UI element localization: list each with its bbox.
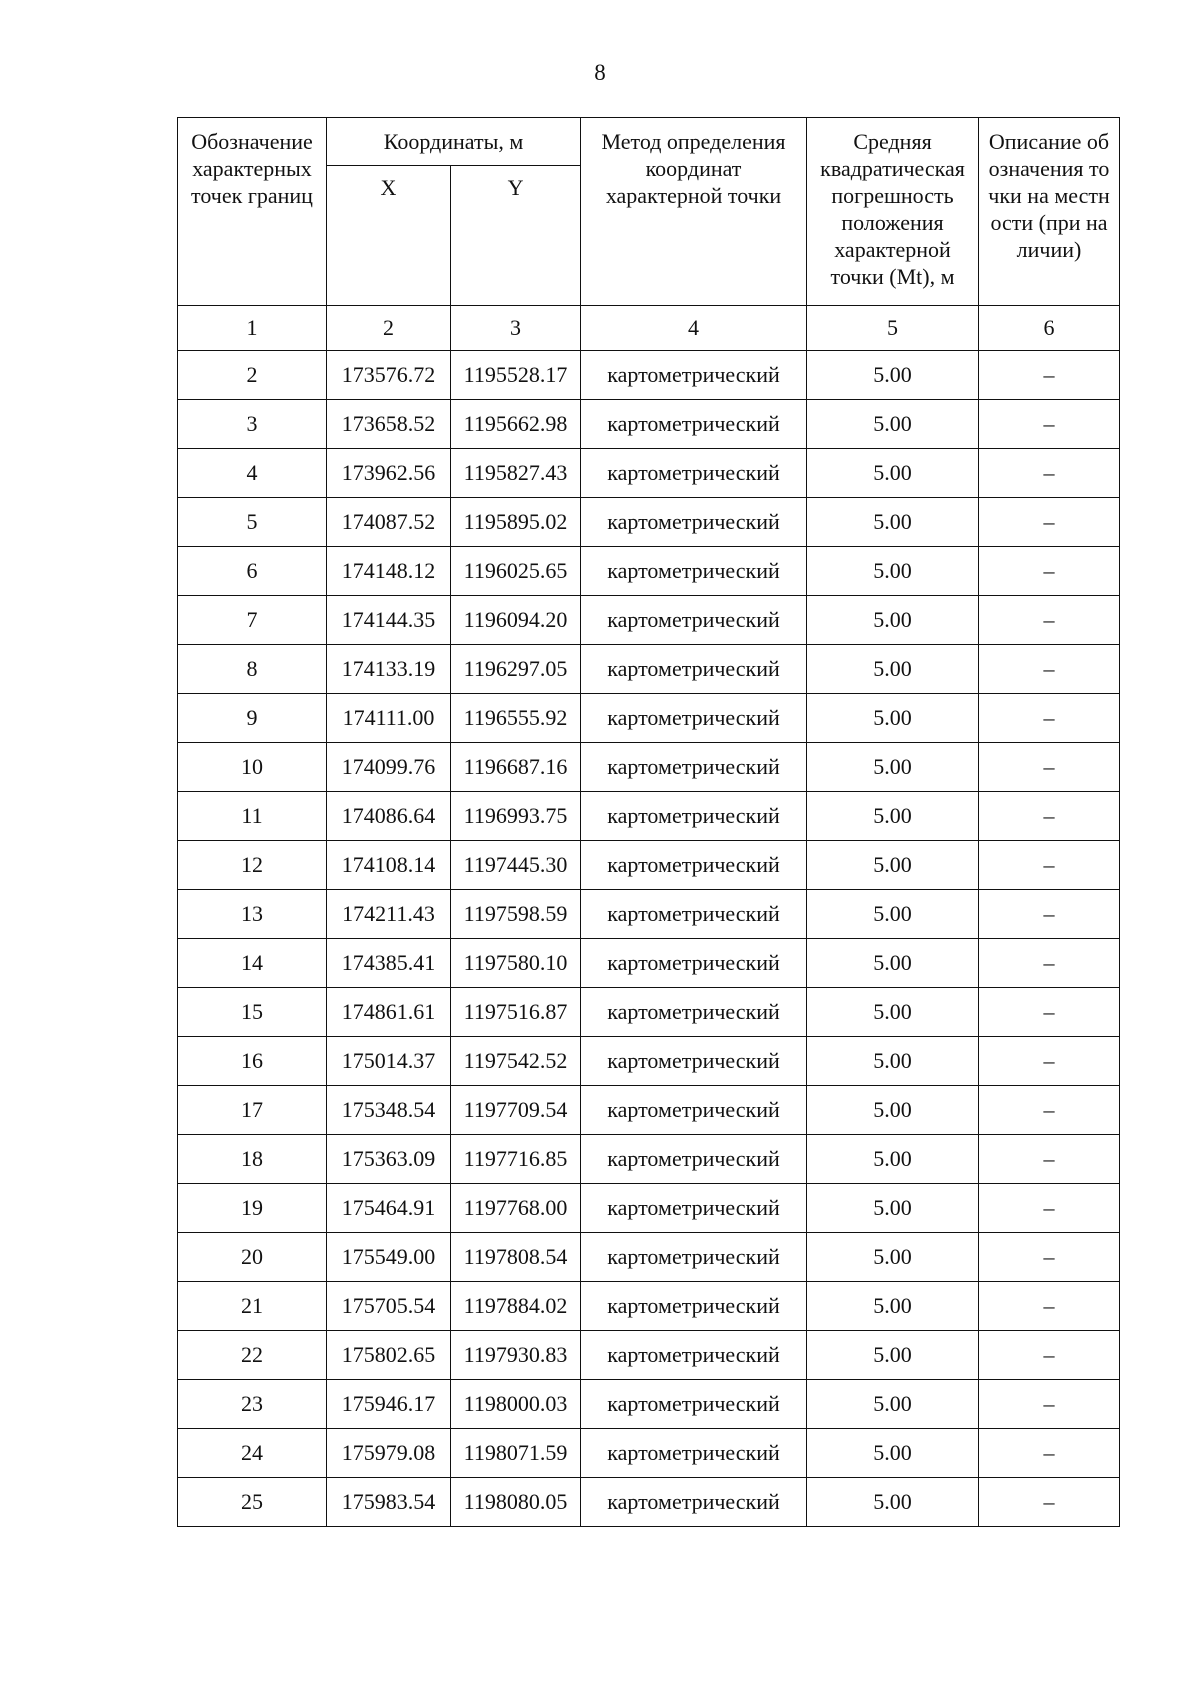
cell-error: 5.00 bbox=[807, 400, 979, 449]
cell-method: картометрический bbox=[581, 1478, 807, 1527]
cell-point: 7 bbox=[178, 596, 327, 645]
cell-point: 16 bbox=[178, 1037, 327, 1086]
cell-y: 1197716.85 bbox=[451, 1135, 581, 1184]
cell-y: 1197445.30 bbox=[451, 841, 581, 890]
cell-x: 174086.64 bbox=[327, 792, 451, 841]
cell-description: – bbox=[979, 1233, 1120, 1282]
cell-x: 174133.19 bbox=[327, 645, 451, 694]
cell-method: картометрический bbox=[581, 1184, 807, 1233]
table-row bbox=[178, 1380, 1120, 1429]
cell-method: картометрический bbox=[581, 988, 807, 1037]
cell-point: 10 bbox=[178, 743, 327, 792]
cell-x: 175979.08 bbox=[327, 1429, 451, 1478]
cell-y: 1196555.92 bbox=[451, 694, 581, 743]
boundary-points-table bbox=[177, 117, 1120, 1527]
cell-error: 5.00 bbox=[807, 1037, 979, 1086]
cell-y: 1197580.10 bbox=[451, 939, 581, 988]
cell-description: – bbox=[979, 1086, 1120, 1135]
cell-x: 175549.00 bbox=[327, 1233, 451, 1282]
cell-method: картометрический bbox=[581, 1037, 807, 1086]
cell-point: 12 bbox=[178, 841, 327, 890]
table-row bbox=[178, 1037, 1120, 1086]
table-row bbox=[178, 939, 1120, 988]
cell-y: 1197884.02 bbox=[451, 1282, 581, 1331]
cell-error: 5.00 bbox=[807, 1184, 979, 1233]
cell-x: 175705.54 bbox=[327, 1282, 451, 1331]
cell-x: 174861.61 bbox=[327, 988, 451, 1037]
table-row bbox=[178, 1282, 1120, 1331]
cell-error: 5.00 bbox=[807, 498, 979, 547]
cell-point: 3 bbox=[178, 400, 327, 449]
cell-x: 174211.43 bbox=[327, 890, 451, 939]
table-row bbox=[178, 547, 1120, 596]
cell-point: 5 bbox=[178, 498, 327, 547]
cell-method: картометрический bbox=[581, 547, 807, 596]
cell-x: 174111.00 bbox=[327, 694, 451, 743]
table-row bbox=[178, 400, 1120, 449]
column-number: 5 bbox=[807, 306, 979, 351]
cell-point: 9 bbox=[178, 694, 327, 743]
cell-point: 21 bbox=[178, 1282, 327, 1331]
cell-method: картометрический bbox=[581, 351, 807, 400]
cell-method: картометрический bbox=[581, 449, 807, 498]
cell-point: 11 bbox=[178, 792, 327, 841]
table-row bbox=[178, 743, 1120, 792]
cell-description: – bbox=[979, 645, 1120, 694]
cell-description: – bbox=[979, 547, 1120, 596]
table-row bbox=[178, 1429, 1120, 1478]
cell-y: 1197709.54 bbox=[451, 1086, 581, 1135]
cell-x: 174087.52 bbox=[327, 498, 451, 547]
cell-y: 1196025.65 bbox=[451, 547, 581, 596]
cell-method: картометрический bbox=[581, 841, 807, 890]
cell-error: 5.00 bbox=[807, 449, 979, 498]
cell-description: – bbox=[979, 694, 1120, 743]
cell-x: 175983.54 bbox=[327, 1478, 451, 1527]
cell-description: – bbox=[979, 351, 1120, 400]
cell-error: 5.00 bbox=[807, 1429, 979, 1478]
cell-x: 174099.76 bbox=[327, 743, 451, 792]
cell-description: – bbox=[979, 1331, 1120, 1380]
table-row bbox=[178, 1135, 1120, 1184]
cell-y: 1197768.00 bbox=[451, 1184, 581, 1233]
cell-error: 5.00 bbox=[807, 1331, 979, 1380]
cell-point: 19 bbox=[178, 1184, 327, 1233]
cell-error: 5.00 bbox=[807, 1233, 979, 1282]
cell-point: 14 bbox=[178, 939, 327, 988]
cell-error: 5.00 bbox=[807, 1135, 979, 1184]
cell-y: 1195662.98 bbox=[451, 400, 581, 449]
column-number-row bbox=[178, 306, 1120, 351]
page-number: 8 bbox=[594, 60, 606, 85]
cell-method: картометрический bbox=[581, 1233, 807, 1282]
cell-description: – bbox=[979, 596, 1120, 645]
table-row bbox=[178, 1478, 1120, 1527]
cell-x: 174108.14 bbox=[327, 841, 451, 890]
cell-method: картометрический bbox=[581, 890, 807, 939]
cell-description: – bbox=[979, 1478, 1120, 1527]
cell-y: 1197808.54 bbox=[451, 1233, 581, 1282]
cell-y: 1198000.03 bbox=[451, 1380, 581, 1429]
cell-x: 175363.09 bbox=[327, 1135, 451, 1184]
cell-description: – bbox=[979, 890, 1120, 939]
cell-method: картометрический bbox=[581, 1282, 807, 1331]
table-row bbox=[178, 694, 1120, 743]
header-x: X bbox=[327, 166, 451, 306]
cell-error: 5.00 bbox=[807, 890, 979, 939]
table-row bbox=[178, 988, 1120, 1037]
cell-point: 24 bbox=[178, 1429, 327, 1478]
cell-x: 174385.41 bbox=[327, 939, 451, 988]
column-number: 6 bbox=[979, 306, 1120, 351]
cell-x: 173576.72 bbox=[327, 351, 451, 400]
table-row bbox=[178, 1086, 1120, 1135]
header-error: Средняя квадратическая погрешность положения характерной точки (Mt), м bbox=[807, 118, 979, 306]
cell-x: 173962.56 bbox=[327, 449, 451, 498]
column-number: 2 bbox=[327, 306, 451, 351]
table-row bbox=[178, 1233, 1120, 1282]
cell-error: 5.00 bbox=[807, 694, 979, 743]
header-method: Метод определения координат характерной точки bbox=[581, 118, 807, 306]
table-body bbox=[178, 351, 1120, 1527]
cell-y: 1196687.16 bbox=[451, 743, 581, 792]
cell-point: 20 bbox=[178, 1233, 327, 1282]
cell-y: 1198071.59 bbox=[451, 1429, 581, 1478]
cell-x: 174144.35 bbox=[327, 596, 451, 645]
cell-point: 4 bbox=[178, 449, 327, 498]
cell-point: 17 bbox=[178, 1086, 327, 1135]
cell-method: картометрический bbox=[581, 1086, 807, 1135]
cell-x: 174148.12 bbox=[327, 547, 451, 596]
table-row bbox=[178, 596, 1120, 645]
cell-x: 175014.37 bbox=[327, 1037, 451, 1086]
cell-description: – bbox=[979, 1037, 1120, 1086]
table-row bbox=[178, 792, 1120, 841]
cell-x: 175946.17 bbox=[327, 1380, 451, 1429]
cell-y: 1198080.05 bbox=[451, 1478, 581, 1527]
cell-point: 2 bbox=[178, 351, 327, 400]
cell-y: 1197516.87 bbox=[451, 988, 581, 1037]
cell-error: 5.00 bbox=[807, 1380, 979, 1429]
cell-error: 5.00 bbox=[807, 645, 979, 694]
cell-method: картометрический bbox=[581, 400, 807, 449]
column-number: 4 bbox=[581, 306, 807, 351]
cell-point: 15 bbox=[178, 988, 327, 1037]
cell-description: – bbox=[979, 1429, 1120, 1478]
cell-method: картометрический bbox=[581, 498, 807, 547]
table-row bbox=[178, 1331, 1120, 1380]
cell-point: 8 bbox=[178, 645, 327, 694]
cell-description: – bbox=[979, 498, 1120, 547]
cell-error: 5.00 bbox=[807, 792, 979, 841]
cell-method: картометрический bbox=[581, 1135, 807, 1184]
cell-description: – bbox=[979, 1135, 1120, 1184]
cell-error: 5.00 bbox=[807, 743, 979, 792]
cell-x: 173658.52 bbox=[327, 400, 451, 449]
cell-method: картометрический bbox=[581, 792, 807, 841]
cell-method: картометрический bbox=[581, 596, 807, 645]
table-row bbox=[178, 645, 1120, 694]
cell-y: 1196993.75 bbox=[451, 792, 581, 841]
table-row bbox=[178, 1184, 1120, 1233]
cell-description: – bbox=[979, 1282, 1120, 1331]
cell-error: 5.00 bbox=[807, 1086, 979, 1135]
cell-x: 175802.65 bbox=[327, 1331, 451, 1380]
table-row bbox=[178, 449, 1120, 498]
cell-method: картометрический bbox=[581, 1380, 807, 1429]
cell-y: 1195528.17 bbox=[451, 351, 581, 400]
cell-y: 1197930.83 bbox=[451, 1331, 581, 1380]
cell-error: 5.00 bbox=[807, 1478, 979, 1527]
cell-description: – bbox=[979, 743, 1120, 792]
cell-method: картометрический bbox=[581, 645, 807, 694]
cell-method: картометрический bbox=[581, 1429, 807, 1478]
cell-error: 5.00 bbox=[807, 1282, 979, 1331]
cell-method: картометрический bbox=[581, 939, 807, 988]
cell-point: 13 bbox=[178, 890, 327, 939]
cell-x: 175464.91 bbox=[327, 1184, 451, 1233]
cell-error: 5.00 bbox=[807, 939, 979, 988]
cell-point: 25 bbox=[178, 1478, 327, 1527]
cell-method: картометрический bbox=[581, 743, 807, 792]
cell-description: – bbox=[979, 449, 1120, 498]
cell-error: 5.00 bbox=[807, 841, 979, 890]
column-number: 1 bbox=[178, 306, 327, 351]
cell-description: – bbox=[979, 1380, 1120, 1429]
cell-error: 5.00 bbox=[807, 988, 979, 1037]
table-row bbox=[178, 351, 1120, 400]
cell-y: 1195895.02 bbox=[451, 498, 581, 547]
cell-y: 1195827.43 bbox=[451, 449, 581, 498]
header-coordinates: Координаты, м bbox=[327, 118, 581, 166]
cell-description: – bbox=[979, 988, 1120, 1037]
cell-description: – bbox=[979, 792, 1120, 841]
header-point: Обозначение характерных точек границ bbox=[178, 118, 327, 306]
cell-error: 5.00 bbox=[807, 547, 979, 596]
table-row bbox=[178, 890, 1120, 939]
cell-description: – bbox=[979, 939, 1120, 988]
cell-error: 5.00 bbox=[807, 351, 979, 400]
cell-point: 6 bbox=[178, 547, 327, 596]
column-number: 3 bbox=[451, 306, 581, 351]
cell-point: 18 bbox=[178, 1135, 327, 1184]
header-y: Y bbox=[451, 166, 581, 306]
cell-description: – bbox=[979, 1184, 1120, 1233]
cell-y: 1196297.05 bbox=[451, 645, 581, 694]
cell-y: 1197598.59 bbox=[451, 890, 581, 939]
header-description: Описание обозначения точки на местности (при наличии) bbox=[979, 118, 1120, 306]
table-header bbox=[178, 118, 1120, 351]
cell-method: картометрический bbox=[581, 1331, 807, 1380]
cell-point: 22 bbox=[178, 1331, 327, 1380]
cell-point: 23 bbox=[178, 1380, 327, 1429]
table-row bbox=[178, 841, 1120, 890]
table-row bbox=[178, 498, 1120, 547]
cell-error: 5.00 bbox=[807, 596, 979, 645]
cell-description: – bbox=[979, 841, 1120, 890]
cell-y: 1196094.20 bbox=[451, 596, 581, 645]
cell-y: 1197542.52 bbox=[451, 1037, 581, 1086]
cell-description: – bbox=[979, 400, 1120, 449]
cell-x: 175348.54 bbox=[327, 1086, 451, 1135]
cell-method: картометрический bbox=[581, 694, 807, 743]
